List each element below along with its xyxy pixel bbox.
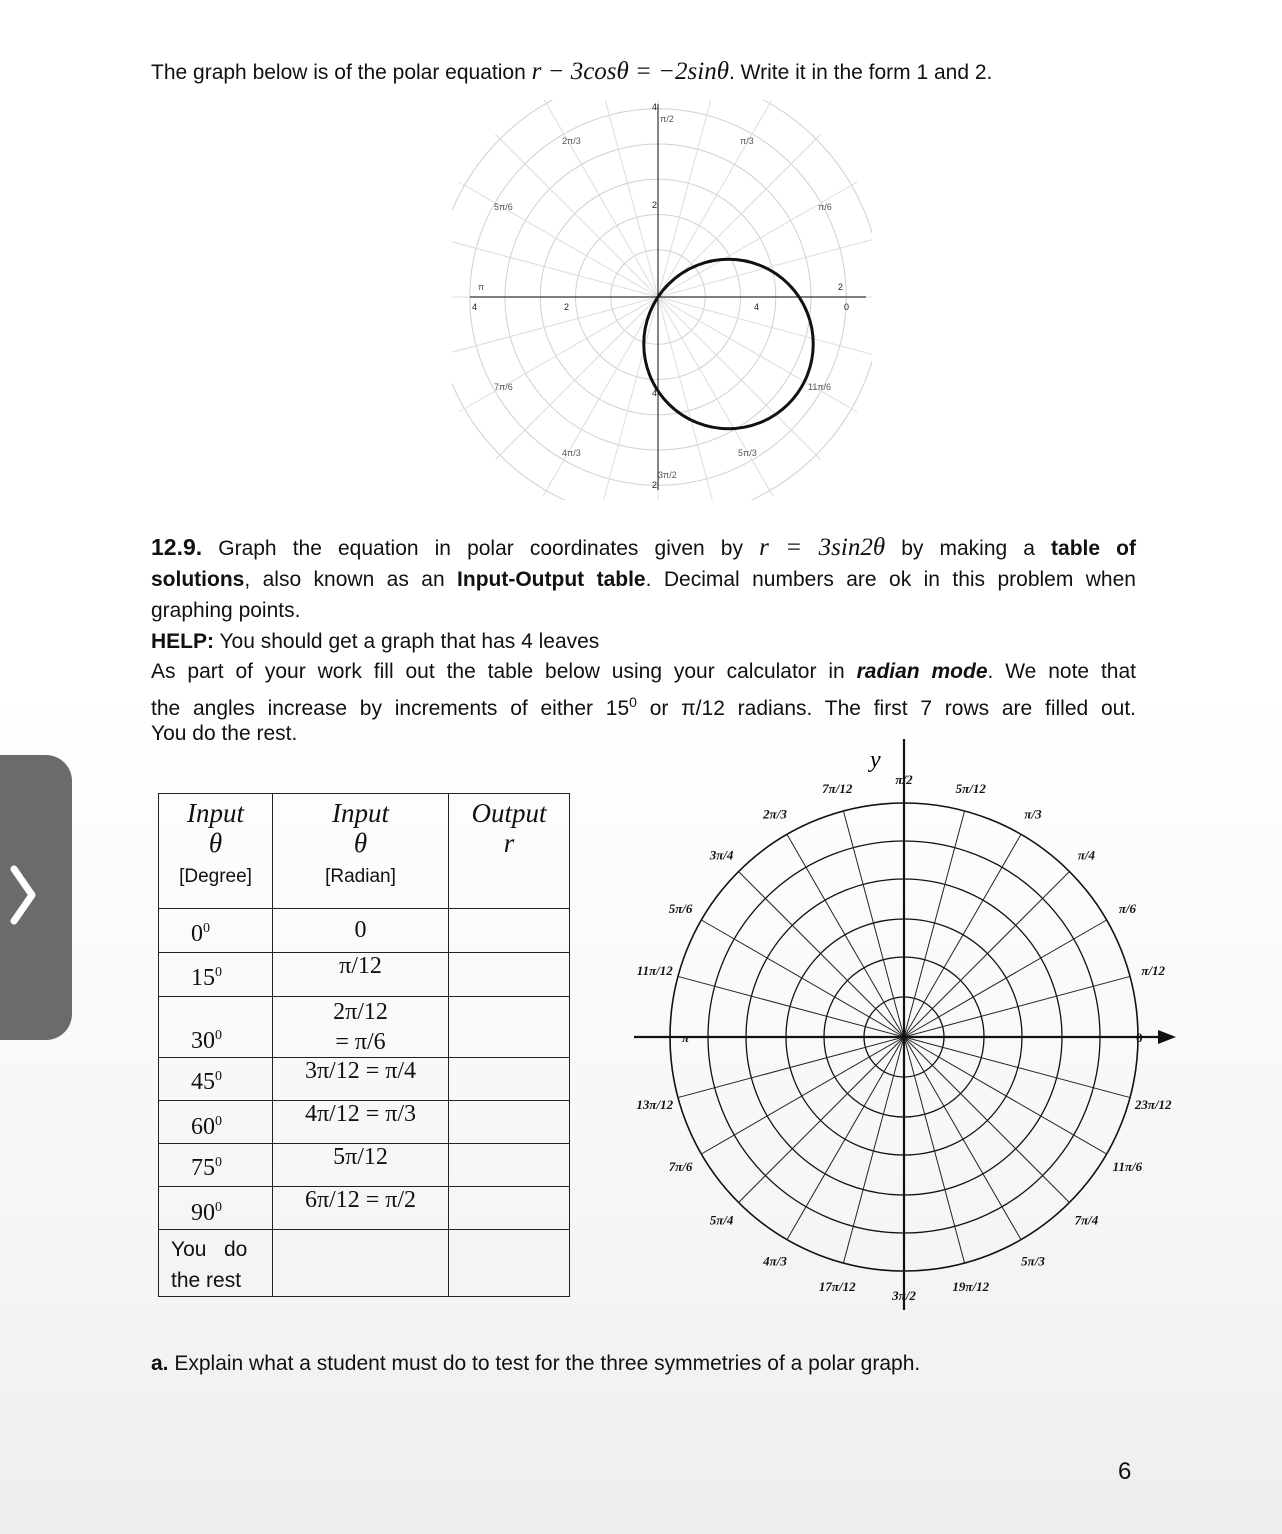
radian-cell: 4π/12 = π/3 [273,1101,449,1144]
header-title: Input [332,798,389,828]
axis-tick-label: 2 [564,302,570,312]
grid-ray [495,297,658,460]
output-cell[interactable] [449,1230,570,1297]
problem-text: As part of your work fill out the table below using your calculator in [151,660,857,683]
problem-number: 12.9. [151,534,203,560]
header-degree [159,794,273,909]
degree-cell: $90^0$ [159,1187,273,1230]
table-row-last [159,1230,570,1297]
grid-ray [843,1037,904,1263]
grid-ray [701,1037,904,1154]
question-a [151,1348,1136,1379]
grid-ray [739,872,904,1037]
degree-cell: $30^0$ [159,997,273,1058]
axis-tick-label: 2 [652,200,658,210]
angle-label: 13π/12 [636,1096,674,1112]
page-number: 6 [1118,1458,1132,1485]
output-cell[interactable] [449,1101,570,1144]
angle-label: π [478,282,485,292]
angle-label: 7π/12 [822,780,853,796]
angle-label: π/2 [895,772,913,787]
degree-sup: 0 [629,694,637,710]
axis-tick-label: 4 [652,388,658,398]
table-header-row [159,794,570,909]
question-a-text: Explain what a student must do to test for the three symmetries of a polar graph. [168,1352,921,1375]
angle-label: 7π/4 [1074,1212,1099,1228]
angle-label: 5π/4 [709,1212,734,1228]
angle-label: 7π/6 [494,382,513,392]
small-polar-graph [452,100,872,500]
grid-ray [904,811,965,1037]
degree-cell: $15^0$ [159,953,273,997]
angle-label: 4π/3 [562,448,581,458]
help-line [151,626,1136,657]
grid-ray [658,297,821,460]
header-title: Input [187,798,244,828]
help-text: You should get a graph that has 4 leaves [214,630,600,653]
problem-bold: Input-Output table [457,568,646,591]
degree-cell: $45^0$ [159,1058,273,1101]
angle-label: π/6 [818,202,832,212]
header-unit: [Radian] [325,866,396,887]
degree-cell: $75^0$ [159,1144,273,1187]
intro-text: The graph below is of the polar equation [151,61,532,84]
grid-ray [452,297,658,357]
angle-label: 11π/6 [808,382,832,392]
grid-ray [701,920,904,1037]
problem-equation: r = 3sin2θ [759,534,886,561]
axis-tick-label: 4 [652,102,658,112]
radian-cell: 6π/12 = π/2 [273,1187,449,1230]
intro-equation-r: r [531,58,542,85]
problem-bold: table of [1051,537,1136,560]
grid-ray [904,920,1107,1037]
degree-cell: $60^0$ [159,1101,273,1144]
problem-line-5 [151,656,1136,687]
axis-tick-label: 4 [754,302,760,312]
table-row [159,953,570,997]
header-symbol: θ [208,828,223,858]
small-polar-grid [452,100,872,500]
angle-label: 5π/6 [668,901,693,916]
grid-ray [459,182,658,297]
grid-ray [904,1037,1130,1098]
problem-text: or π/12 radians. The first 7 rows are filled out. [636,697,1136,720]
angle-label: 4π/3 [763,1253,787,1269]
grid-ray [843,811,904,1037]
angle-label: 5π/3 [738,448,757,458]
angle-label: π/2 [660,114,674,124]
angle-label: 2π/3 [763,806,787,822]
angle-label: π/4 [1077,847,1096,863]
table-row [159,1144,570,1187]
output-cell[interactable] [449,1058,570,1101]
grid-ray [658,297,872,357]
intro-line [151,56,1136,88]
output-cell[interactable] [449,1144,570,1187]
angle-label: 5π/6 [494,202,513,212]
intro-text-end: . Write it in the form 1 and 2. [729,61,993,84]
table-row [159,909,570,953]
question-a-label: a. [151,1352,169,1375]
grid-ray [658,297,857,412]
angle-label: 23π/12 [1134,1096,1172,1112]
axis-tick-label: 2 [838,282,844,292]
problem-text: . Decimal numbers are ok in this problem when [645,568,1136,591]
radian-cell: 0 [273,909,449,953]
angle-label: π/12 [1141,963,1166,979]
grid-ray [904,1037,1021,1240]
grid-ray [678,976,904,1037]
grid-ray [904,1037,1069,1202]
output-cell[interactable] [449,953,570,997]
next-page-tab[interactable] [0,755,72,1040]
table-row [159,997,570,1058]
header-output [449,794,570,909]
angle-label: π/6 [1118,901,1137,916]
axis-tick-label: 0 [844,302,850,312]
grid-ray [543,297,658,496]
radian-cell: π/12 [273,953,449,997]
grid-ray [658,182,857,297]
pi-label: π [682,1030,690,1045]
intro-equation: − 3cosθ = −2sinθ [541,58,729,85]
radian-cell[interactable] [273,1230,449,1297]
output-cell[interactable] [449,1187,570,1230]
table-row [159,1058,570,1101]
radian-mode-text: radian mode [856,660,988,683]
input-output-table [158,793,570,1297]
grid-ray [904,872,1069,1037]
header-symbol: r [503,828,515,858]
grid-ray [459,297,658,412]
grid-ray [787,834,904,1037]
problem-line-1 [151,532,1136,564]
grid-ray [678,1037,904,1098]
angle-label: 2π/3 [562,136,581,146]
angle-label: 7π/6 [668,1159,693,1174]
polar-circle-curve [644,259,813,428]
angle-label: 11π/12 [636,963,673,979]
you-do-the-rest-cell: You do the rest [159,1230,273,1297]
grid-ray [904,976,1130,1037]
angle-label: 3π/2 [658,470,677,480]
header-symbol: θ [353,828,368,858]
output-cell[interactable] [449,997,570,1058]
problem-line-3: graphing points. [151,599,301,622]
problem-text: the angles increase by increments of either 15 [151,697,630,720]
angle-label: 3π/4 [709,847,734,863]
header-title: Output [471,798,547,828]
x-axis-arrow [1158,1030,1176,1044]
problem-bold: solutions [151,568,245,591]
angle-label: 3π/2 [892,1288,916,1303]
angle-label: 11π/6 [1112,1159,1143,1174]
axis-tick-label: 2 [652,480,658,490]
radian-cell: 5π/12 [273,1144,449,1187]
grid-ray [543,100,658,297]
zero-label: 0 [1136,1030,1143,1045]
grid-ray [658,297,773,496]
angle-label: π/3 [740,136,754,146]
angle-label: 5π/3 [1021,1253,1045,1269]
big-polar-graph [630,735,1180,1315]
header-unit: [Degree] [179,866,252,887]
angle-label: 19π/12 [952,1279,990,1295]
problem-text: , also known as an [244,568,458,591]
problem-text: . We note that [987,660,1136,683]
grid-ray [739,1037,904,1202]
table-row [159,1101,570,1144]
help-label: HELP: [151,630,214,653]
axis-tick-label: 4 [472,302,478,312]
output-cell[interactable] [449,909,570,953]
y-axis-label: y [870,747,881,773]
problem-line-7: You do the rest. [151,722,298,745]
grid-ray [495,134,658,297]
angle-label: 5π/12 [955,780,986,796]
degree-cell: $0^0$ [159,909,273,953]
header-radian [273,794,449,909]
angle-label: π/3 [1024,806,1042,822]
grid-ray [904,1037,1107,1154]
grid-ray [904,1037,965,1263]
grid-ray [658,100,773,297]
chevron-right-icon [8,865,38,925]
problem-text: by making a [885,537,1052,560]
grid-ray [904,834,1021,1037]
grid-ray [787,1037,904,1240]
angle-label: 17π/12 [818,1279,856,1295]
problem-line-2 [151,564,1136,595]
radian-cell: 2π/12 = π/6 [273,997,449,1058]
problem-text: Graph the equation in polar coordinates given by [218,537,760,560]
radian-cell: 3π/12 = π/4 [273,1058,449,1101]
table-row [159,1187,570,1230]
